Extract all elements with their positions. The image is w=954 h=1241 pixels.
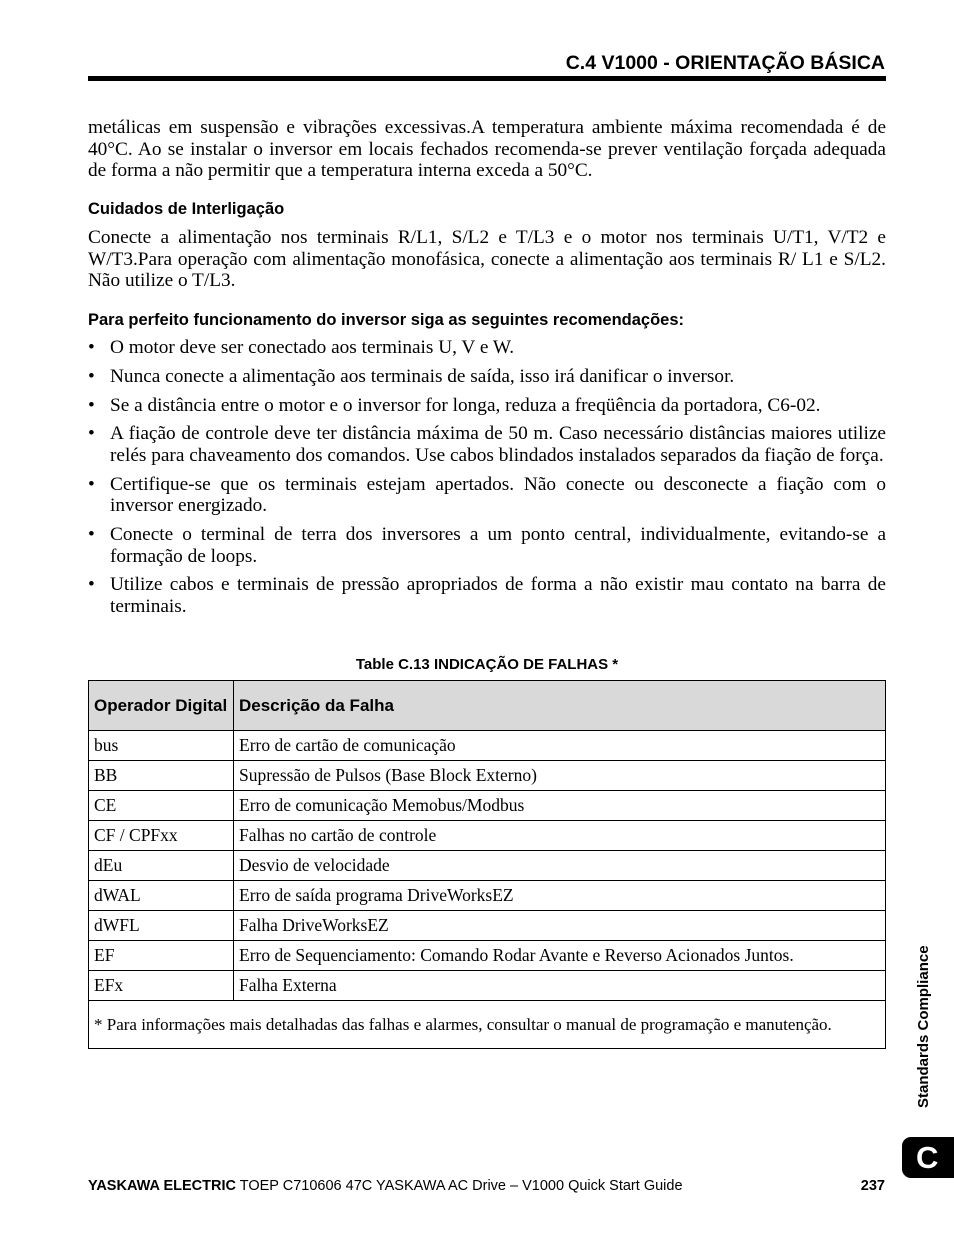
fault-code: dWAL bbox=[89, 881, 234, 911]
recommendations-heading: Para perfeito funcionamento do inversor siga as seguintes recomendações: bbox=[88, 311, 685, 329]
fault-code: CF / CPFxx bbox=[89, 821, 234, 851]
footer-brand: YASKAWA ELECTRIC bbox=[88, 1178, 236, 1194]
header-rule bbox=[88, 76, 886, 81]
fault-description: Desvio de velocidade bbox=[234, 851, 886, 881]
table-footnote: * Para informações mais detalhadas das falhas e alarmes, consultar o manual de programação e manutenção. bbox=[89, 1001, 886, 1049]
side-section-label: Standards Compliance bbox=[915, 945, 932, 1108]
section-title: C.4 V1000 - ORIENTAÇÃO BÁSICA bbox=[565, 52, 885, 74]
list-item bbox=[88, 423, 886, 466]
table-row bbox=[89, 821, 886, 851]
column-header-description: Descrição da Falha bbox=[234, 681, 886, 731]
fault-description: Falha DriveWorksEZ bbox=[234, 911, 886, 941]
list-item bbox=[88, 474, 886, 517]
recommendations-list bbox=[88, 337, 886, 625]
table-row bbox=[89, 761, 886, 791]
fault-description: Falha Externa bbox=[234, 971, 886, 1001]
table-row bbox=[89, 791, 886, 821]
table-caption: Table C.13 INDICAÇÃO DE FALHAS * bbox=[355, 656, 619, 673]
list-item-text: Utilize cabos e terminais de pressão apropriados de forma a não existir mau contato na barra de terminais. bbox=[110, 574, 886, 618]
fault-code: EFx bbox=[89, 971, 234, 1001]
table-row bbox=[89, 971, 886, 1001]
fault-description: Erro de comunicação Memobus/Modbus bbox=[234, 791, 886, 821]
table-header-row bbox=[89, 681, 886, 731]
fault-description: Erro de cartão de comunicação bbox=[234, 731, 886, 761]
bullet-symbol: • bbox=[88, 337, 95, 358]
list-item bbox=[88, 337, 886, 359]
fault-code: EF bbox=[89, 941, 234, 971]
list-item bbox=[88, 395, 886, 417]
table-row bbox=[89, 941, 886, 971]
fault-description: Falhas no cartão de controle bbox=[234, 821, 886, 851]
wiring-heading: Cuidados de Interligação bbox=[88, 200, 285, 218]
list-item-text: A fiação de controle deve ter distância máxima de 50 m. Caso necessário distâncias maiores utilize relés para chaveamento dos comandos. Use cabos blindados instalados separados da fiação de força. bbox=[110, 423, 886, 466]
wiring-paragraph: Conecte a alimentação nos terminais R/L1, S/L2 e T/L3 e o motor nos terminais U/T1, V/T2 e W/T3.Para operação com alimentação monofásica, conecte a alimentação aos terminais R/ L1 e S/L2. Não utilize o T/L3. bbox=[88, 227, 886, 292]
appendix-tab: C bbox=[902, 1137, 954, 1178]
table-row bbox=[89, 911, 886, 941]
fault-code: BB bbox=[89, 761, 234, 791]
fault-code: dEu bbox=[89, 851, 234, 881]
bullet-symbol: • bbox=[88, 473, 95, 495]
column-header-operator: Operador Digital bbox=[89, 681, 234, 731]
intro-paragraph: metálicas em suspensão e vibrações excessivas.A temperatura ambiente máxima recomendada é de 40°C. Ao se instalar o inversor em locais fechados recomenda-se prever ventilação forçada adequada de forma a não permitir que a temperatura interna exceda a 50°C. bbox=[88, 117, 886, 182]
list-item-text: Nunca conecte a alimentação aos terminais de saída, isso irá danificar o inversor. bbox=[110, 365, 735, 387]
table-row bbox=[89, 881, 886, 911]
bullet-symbol: • bbox=[88, 394, 95, 416]
list-item-text: Certifique-se que os terminais estejam apertados. Não conecte ou desconecte a fiação com o inversor energizado. bbox=[110, 473, 886, 517]
table-row bbox=[89, 851, 886, 881]
list-item bbox=[88, 366, 886, 388]
fault-code: CE bbox=[89, 791, 234, 821]
fault-description: Erro de Sequenciamento: Comando Rodar Avante e Reverso Acionados Juntos. bbox=[234, 941, 886, 971]
bullet-symbol: • bbox=[88, 524, 95, 546]
bullet-symbol: • bbox=[88, 574, 95, 596]
fault-table bbox=[88, 680, 886, 1049]
bullet-symbol: • bbox=[88, 365, 95, 387]
list-item-text: Conecte o terminal de terra dos inversores a um ponto central, individualmente, evitando-se a formação de loops. bbox=[110, 524, 886, 567]
table-footnote-row bbox=[89, 1001, 886, 1049]
list-item bbox=[88, 524, 886, 567]
footer-doc: TOEP C710606 47C YASKAWA AC Drive – V1000 Quick Start Guide bbox=[239, 1178, 683, 1194]
fault-description: Supressão de Pulsos (Base Block Externo) bbox=[234, 761, 886, 791]
fault-description: Erro de saída programa DriveWorksEZ bbox=[234, 881, 886, 911]
page-footer bbox=[88, 1178, 683, 1194]
list-item-text: O motor deve ser conectado aos terminais U, V e W. bbox=[110, 337, 515, 358]
fault-code: bus bbox=[89, 731, 234, 761]
list-item-text: Se a distância entre o motor e o inversor for longa, reduza a freqüência da portadora, C6-02. bbox=[110, 394, 821, 416]
bullet-symbol: • bbox=[88, 423, 95, 445]
table-row bbox=[89, 731, 886, 761]
page-number: 237 bbox=[860, 1178, 885, 1194]
list-item bbox=[88, 574, 886, 617]
fault-code: dWFL bbox=[89, 911, 234, 941]
